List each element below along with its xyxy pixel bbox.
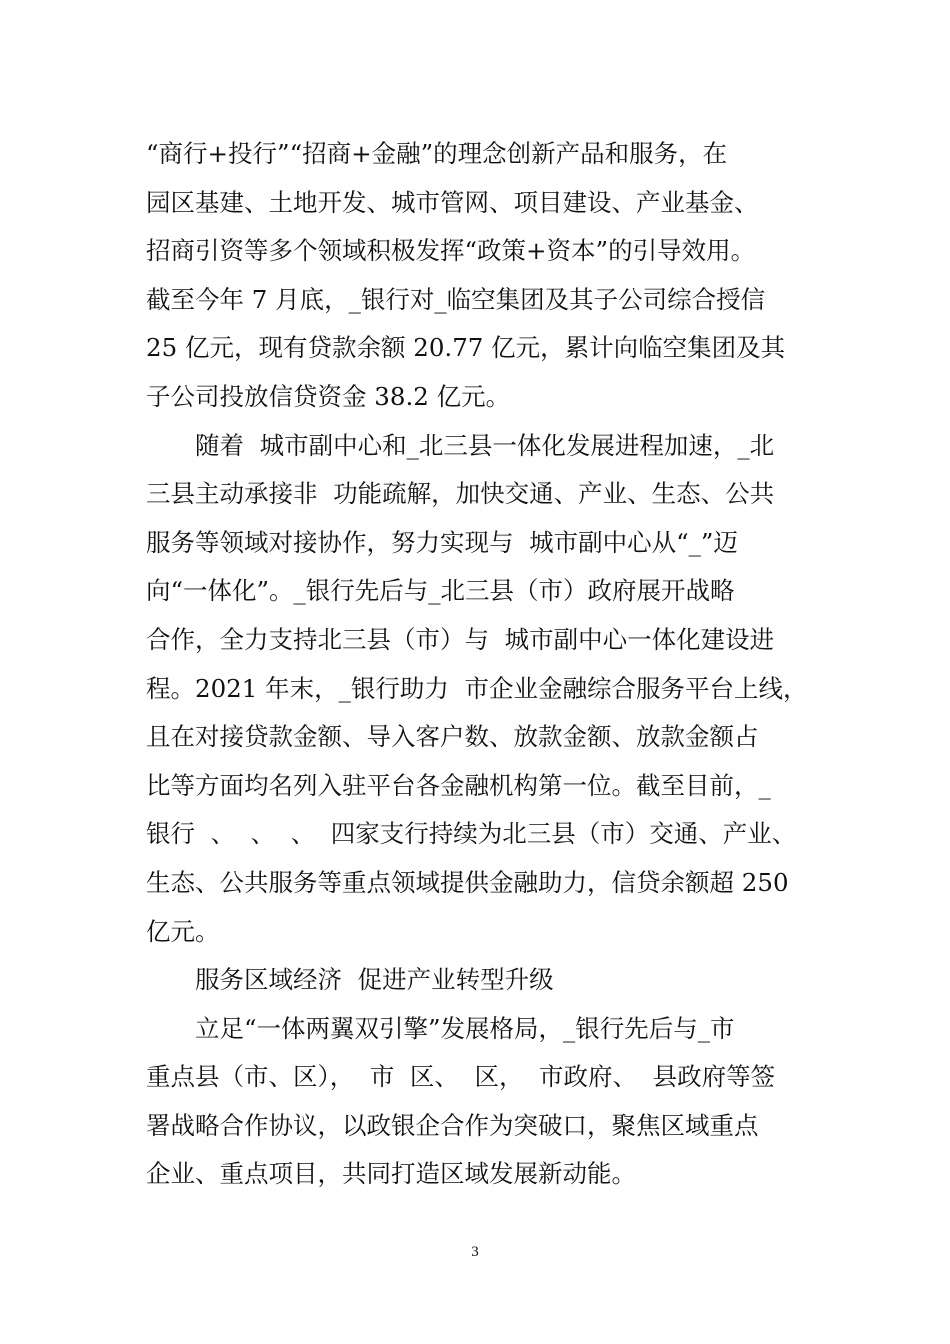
page-number: 3	[471, 1244, 479, 1260]
text-line: “商行+投行”“招商+金融”的理念创新产品和服务，在	[146, 139, 728, 168]
body-text	[146, 130, 816, 1199]
text-line: 服务等领域对接协作，努力实现与 城市副中心从“_”迈	[146, 527, 738, 557]
text-line: 三县主动承接非 功能疏解，加快交通、产业、生态、公共	[146, 479, 775, 509]
section-heading: 服务区域经济 促进产业转型升级	[195, 965, 554, 995]
text-line: 亿元。	[146, 916, 220, 946]
text-line: 立足“一体两翼双引擎”发展格局，_银行先后与_市	[195, 1013, 735, 1043]
text-line: 子公司投放信贷资金 38.2 亿元。	[146, 381, 511, 411]
text-line: 向“一体化”。_银行先后与_北三县（市）政府展开战略	[146, 576, 735, 606]
text-line: 25 亿元，现有贷款余额 20.77 亿元，累计向临空集团及其	[146, 333, 786, 363]
text-line: 招商引资等多个领域积极发挥“政策+资本”的引导效用。	[146, 236, 756, 266]
text-line: 生态、公共服务等重点领域提供金融助力，信贷余额超 250	[146, 867, 789, 897]
text-line: 截至今年 7 月底，_银行对_临空集团及其子公司综合授信	[146, 284, 766, 314]
text-line: 且在对接贷款金额、导入客户数、放款金额、放款金额占	[146, 722, 759, 752]
text-line: 企业、重点项目，共同打造区域发展新动能。	[146, 1159, 636, 1189]
text-line: 园区基建、土地开发、城市管网、项目建设、产业基金、	[146, 187, 759, 217]
text-line: 程。2021 年末，_银行助力 市企业金融综合服务平台上线，	[146, 673, 808, 703]
text-line: 重点县（市、区）， 市 区、 区， 市政府、 县政府等签	[146, 1062, 776, 1092]
text-line: 合作，全力支持北三县（市）与 城市副中心一体化建设进	[146, 624, 775, 654]
text-line: 比等方面均名列入驻平台各金融机构第一位。截至目前，_	[146, 770, 771, 800]
text-line: 署战略合作协议，以政银企合作为突破口，聚焦区域重点	[146, 1110, 759, 1140]
text-line: 银行 、 、 、 四家支行持续为北三县（市）交通、产业、	[146, 819, 797, 849]
text-line: 随着 城市副中心和_北三县一体化发展进程加速，_北	[195, 430, 775, 460]
